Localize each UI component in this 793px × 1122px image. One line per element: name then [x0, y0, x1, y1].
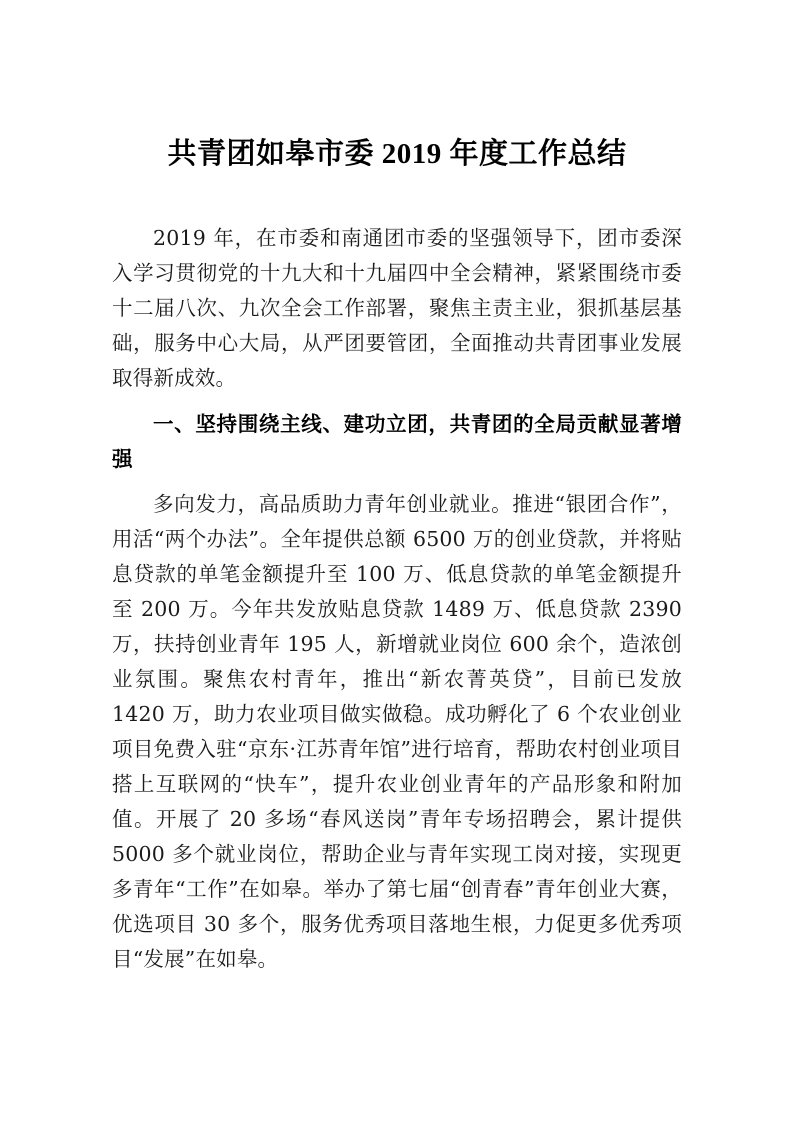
- section-heading-one: 一、坚持围绕主线、建功立团，共青团的全局贡献显著增强: [112, 413, 682, 471]
- intro-paragraph: 2019 年，在市委和南通团市委的坚强领导下，团市委深入学习贯彻党的十九大和十九届四中全会精神，紧紧围绕市委十二届八次、九次全会工作部署，聚焦主责主业，狠抓基层基础，服务中心大局，从严团要管团，全面推动共青团事业发展取得新成效。: [112, 226, 682, 390]
- section-one-body-paragraph: 多向发力，高品质助力青年创业就业。推进“银团合作”，用活“两个办法”。全年提供总额 6500 万的创业贷款，并将贴息贷款的单笔金额提升至 100 万、低息贷款的单笔金额提升至 200 万。今年共发放贴息贷款 1489 万、低息贷款 2390 万，扶持创业青年 195 人，新增就业岗位 600 余个，造浓创业氛围。聚焦农村青年，推出“新农菁英贷”，目前已发放 1420 万，助力农业项目做实做稳。成功孵化了 6 个农业创业项目免费入驻“京东·江苏青年馆”进行培育，帮助农村创业项目搭上互联网的“快车”，提升农业创业青年的产品形象和附加值。开展了 20 多场“春风送岗”青年专场招聘会，累计提供 5000 多个就业岗位，帮助企业与青年实现工岗对接，实现更多青年“工作”在如皋。举办了第七届“创青春”青年创业大赛，优选项目 30 多个，服务优秀项目落地生根，力促更多优秀项目“发展”在如皋。: [112, 492, 682, 971]
- document-title: 共青团如皋市委 2019 年度工作总结: [167, 138, 627, 170]
- document-text-column: [112, 0, 682, 977]
